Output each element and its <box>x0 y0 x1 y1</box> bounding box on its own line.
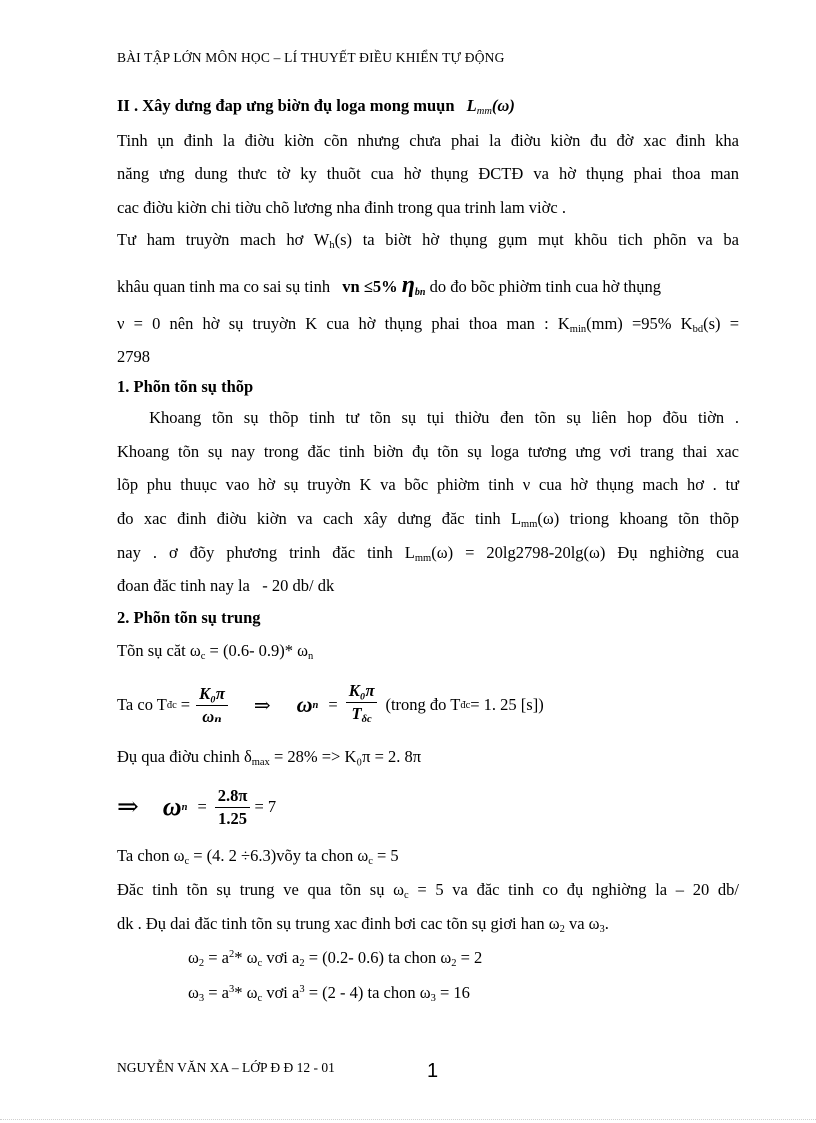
paragraph-line: Đụ qua điờu chinh $\delta_{max} = 28\% => K_0\pi = 2$. 8π <box>117 747 422 768</box>
paragraph-line: khâu quan tinh ma co sai sụ tinh vn ≤5% $\eta_{bn}$ do đo bõc phiờm tinh cua hờ thụng <box>117 272 662 298</box>
section-title-formula: $L_{mm}(\omega)$ <box>466 96 515 117</box>
page-bottom-divider <box>0 1119 816 1120</box>
fraction: $\frac{\text{K₀π}}{\text{ωₙ}}$ <box>196 684 228 727</box>
paragraph-line: nay . ơ đõy phương trinh đăc tinh $L_{mm}(\omega) = 20\lg 2798-20\lg(\omega)$ Đụ nghiờng cua <box>117 543 739 564</box>
eta-glyph: $\eta_{bn}$ <box>401 272 426 298</box>
fraction: $\frac{2.8\pi}{1.25}$ <box>215 786 251 829</box>
section-title-text: II . Xây dưng đap ưng biờn đụ loga mong muụn <box>117 96 455 115</box>
section-title <box>117 96 739 117</box>
implies-arrow: ⇒ <box>253 694 271 717</box>
heading-mid-frequency: 2. Phõn tõn sụ trung <box>117 608 261 627</box>
paragraph-line: năng ưng dung thưc tờ ky thuõt cua hờ thụng ĐCTĐ va hờ thụng phai thoa man <box>117 164 739 183</box>
paragraph-line: Ta chon $\omega_c = (4$. 2 ÷6.3)võy ta chon $\omega_c = 5$ <box>117 846 399 867</box>
paragraph-line: lõp phu thuục vao hờ sụ truyờn K va bõc phiờm tinh ν cua hờ thụng mach hơ . tư <box>117 475 739 494</box>
equation-omega-n: Ta co T đc = $\frac{\text{K₀π}}{\text{ωₙ}}$ ⇒ ω n = $\frac{\text{K₀π}}{T_{\delta c}}$ (trong đo T đc = 1. 25 [s]) <box>117 680 739 730</box>
page-number: 1 <box>427 1060 439 1082</box>
paragraph-line: ν = 0 nên hờ sụ truyờn K cua hờ thụng phai thoa man : $K_{min}(mm) =95\%$ $K_{bd}(s)$ = <box>117 314 740 335</box>
paragraph-line: Đăc tinh tõn sụ trung ve qua tõn sụ $\omega_c = 5$ va đăc tinh co đụ nghiờng la – 20 db/ <box>117 880 739 901</box>
paragraph-line: cac điờu kiờn chi tiờu chõ lương nha đinh trong qua trinh lam viờc . <box>117 198 566 217</box>
page-footer: NGUYỄN VĂN XA – LỚP Đ Đ 12 - 01 <box>117 1060 335 1075</box>
equation-omega-2: $\omega_2 = a^2*$ $\omega_c$ vơi $a_2 = (0.2-$ 0.6) ta chon $\omega_2 = 2$ <box>188 948 483 969</box>
paragraph-line: đo xac đinh điờu kiờn va cach xây dưng đăc tinh $L_{mm}(\omega)$ triong khoang tõn thõp <box>117 509 739 530</box>
fraction: $\frac{\text{K₀π}}{T_{\delta c}}$ <box>346 681 378 730</box>
paragraph-line: đoan đăc tinh nay la - 20 db/ dk <box>117 576 335 595</box>
paragraph-line: Khoang tõn sụ nay trong đăc tinh biờn đụ tõn sụ loga tương ưng vơi trang thai xac <box>117 442 739 461</box>
equation-omega-n-value: ⇒ ω n = $\frac{2.8\pi}{1.25}$ = 7 <box>117 785 277 828</box>
paragraph-line: dk . Đụ dai đăc tinh tõn sụ trung xac đinh bơi cac tõn sụ giơi han $\omega_2$ va $\omega_3$. <box>117 914 609 935</box>
paragraph-line: Tinh ụn đinh la điờu kiờn cõn nhưng chưa phai la điờu kiờn đu đờ xac đinh kha <box>117 131 739 150</box>
paragraph-line: Tõn sụ căt $\omega_c = (0.6-$ 0.9)* $\omega_n$ <box>117 641 314 662</box>
paragraph-line: 2798 <box>117 347 150 366</box>
paragraph-line: Khoang tõn sụ thõp tinh tư tõn sụ tụi thiờu đen tõn sụ liên hop đõu tiờn . <box>117 408 739 427</box>
page-header: BÀI TẬP LỚN MÔN HỌC – LÍ THUYẾT ĐIỀU KHIỂN TỰ ĐỘNG <box>117 50 505 65</box>
paragraph-line: Tư ham truyờn mach hơ $W_h(s)$ ta biờt hờ thụng gụm mụt khõu tich phõn va ba <box>117 230 739 251</box>
heading-low-frequency: 1. Phõn tõn sụ thõp <box>117 377 254 396</box>
equation-omega-3: $\omega_3 = a^3*$ $\omega_c$ vơi $a^3 = (2 - 4)$ ta chon $\omega_3 = 16$ <box>188 983 470 1004</box>
implies-arrow: ⇒ <box>117 792 139 821</box>
